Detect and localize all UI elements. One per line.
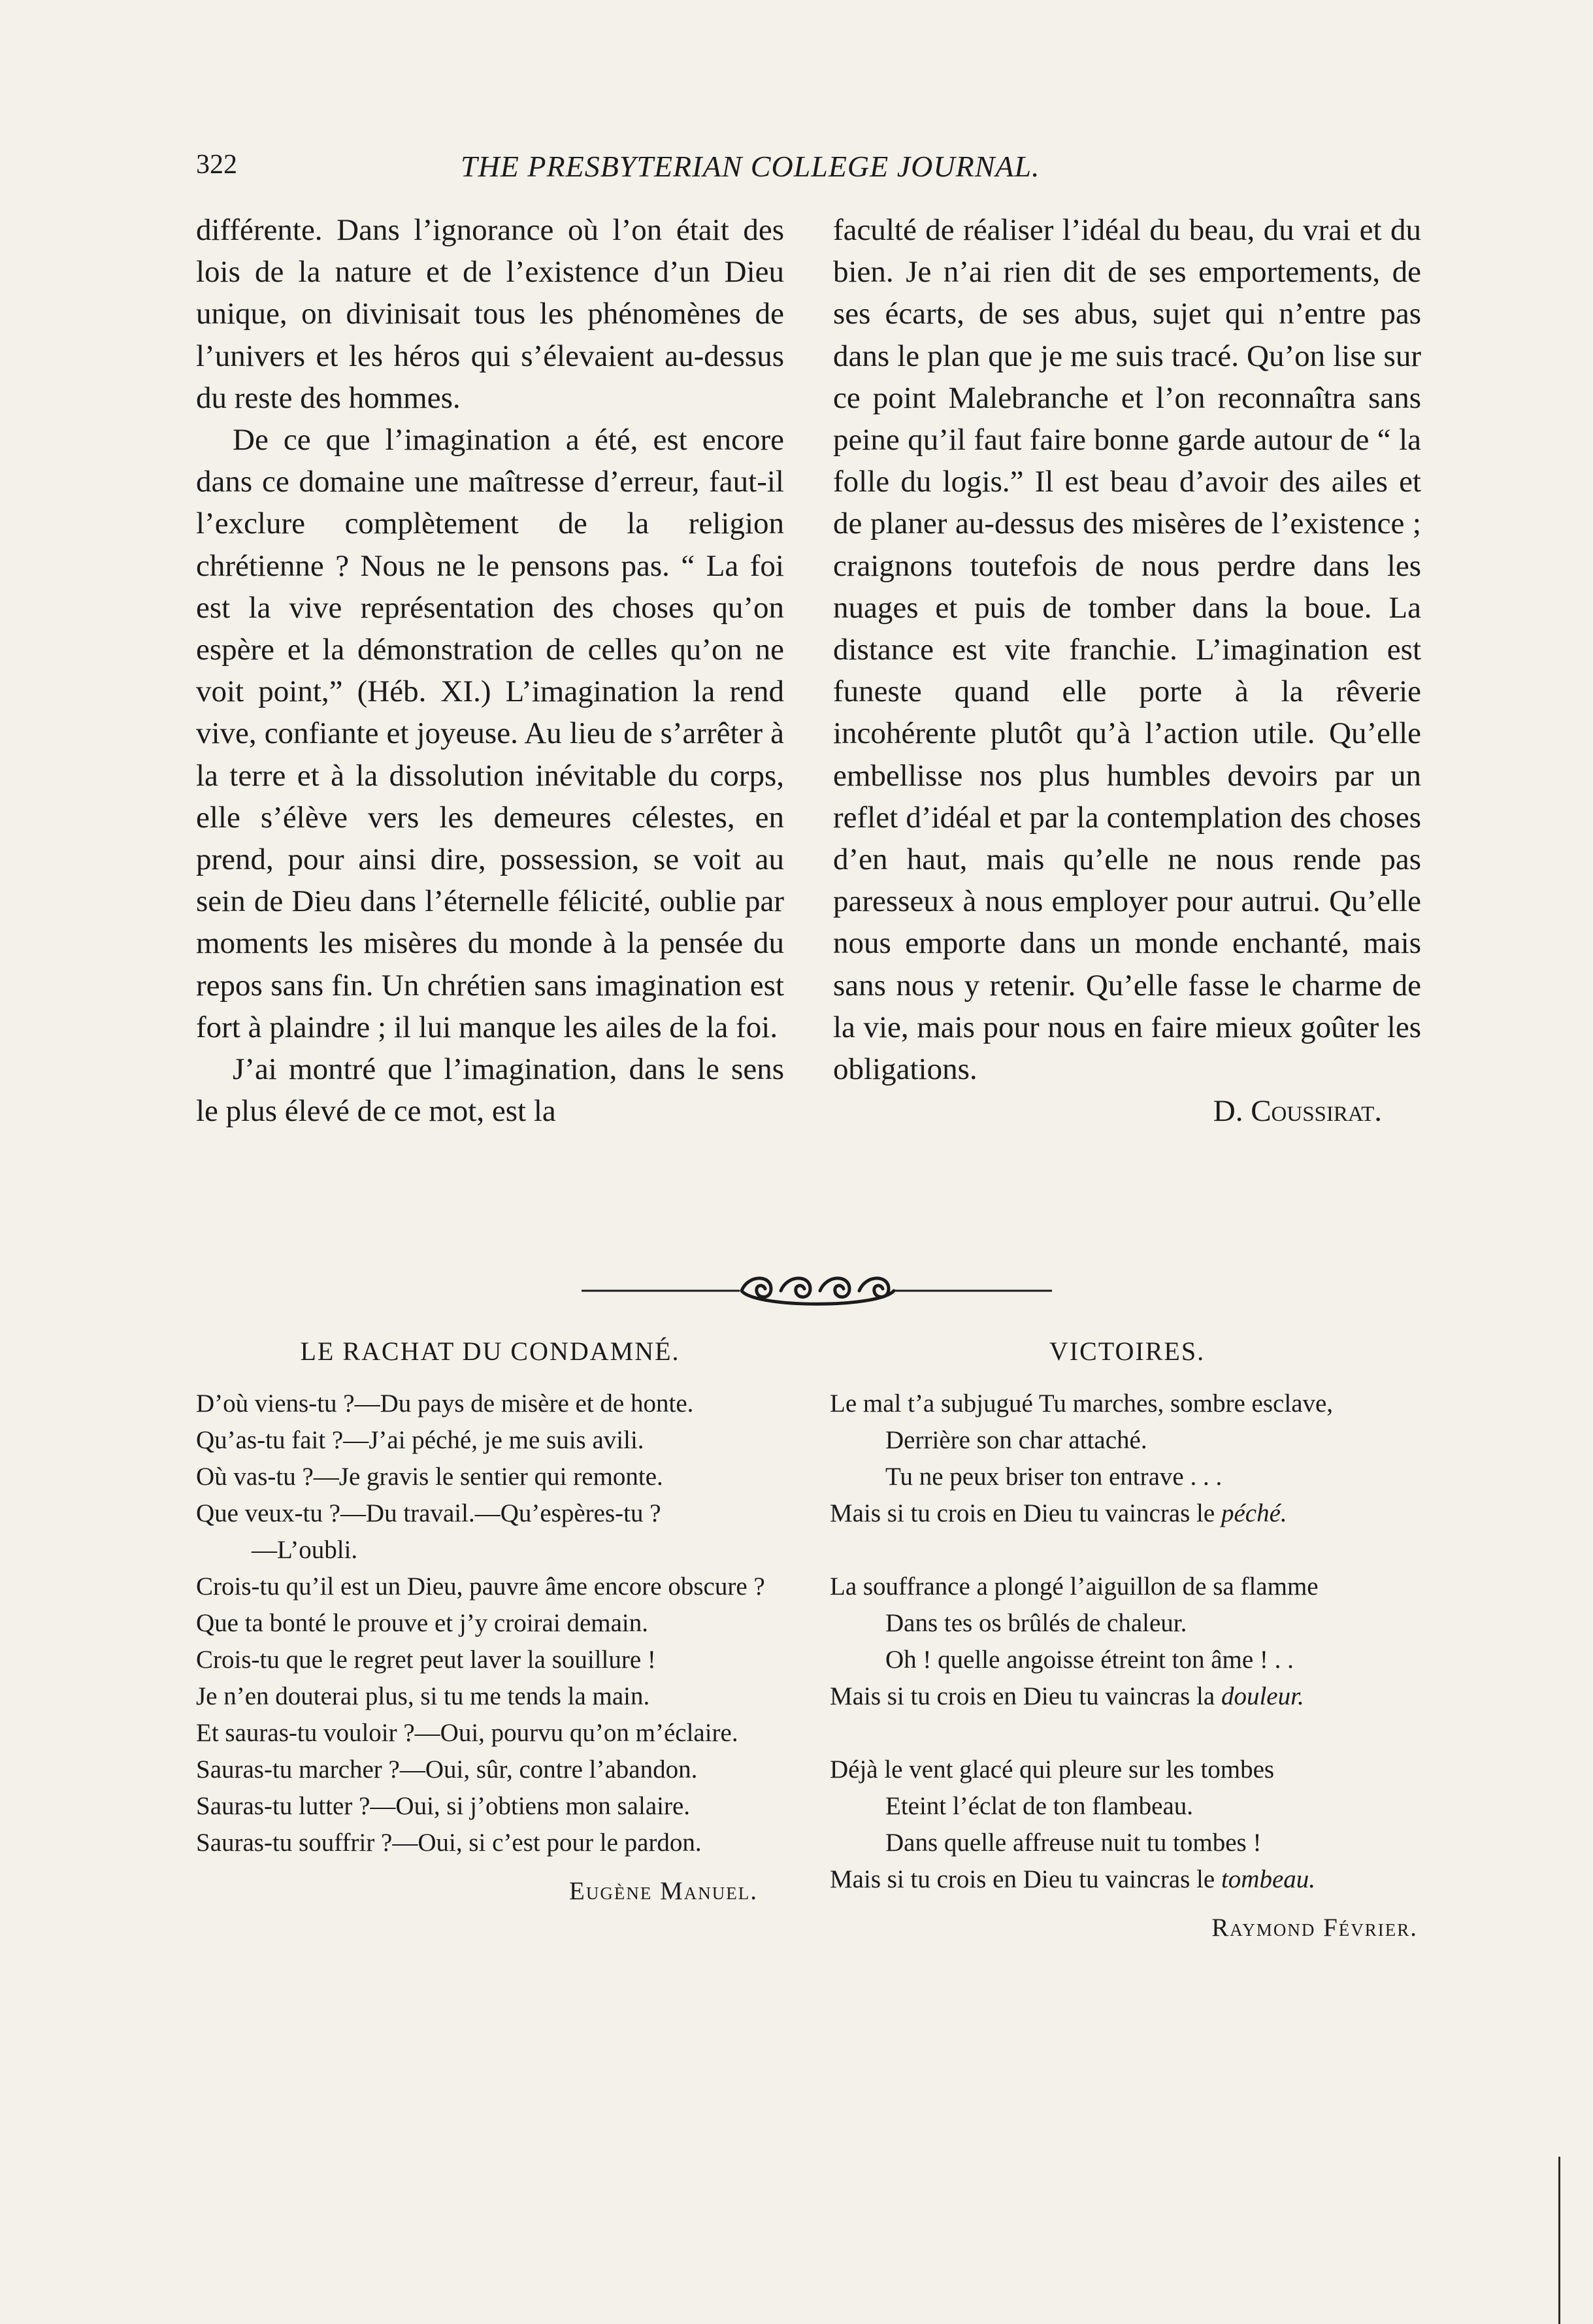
essay-paragraph: J’ai montré que l’imagination, dans le sens le plus élevé de ce mot, est la — [196, 1052, 784, 1129]
essay-paragraph: faculté de réaliser l’idéal du beau, du vrai et du bien. Je n’ai rien dit de ses emportements, de ses écarts, de ses abus, sujet qui n’entre pas dans le plan que je me suis tracé. Qu’on lise sur ce point Malebranche et l’on reconnaîtra sans peine qu’il faut faire bonne garde autour de “ la folle du logis.” Il est beau d’avoir des ailes et de planer au-dessus des misères de l’existence ; craignons toutefois de nous perdre dans les nuages et puis de tomber dans la boue. La distance est vite franchie. L’imagination est funeste quand elle porte à la rêverie incohérente plutôt qu’à l’action utile. Qu’elle embellisse nos plus humbles devoirs par un reflet d’idéal et par la contemplation des choses d’en haut, mais qu’elle ne nous rende pas paresseux à nous employer pour autrui. Qu’elle nous emporte dans un monde enchanté, mais sans nous y retenir. Qu’elle fasse le charme de la vie, mais pour nous en faire mieux goûter les obligations. — [833, 213, 1421, 1087]
poem-line: Derrière son char attaché. — [885, 1426, 1147, 1454]
poem-line: Eteint l’éclat de ton flambeau. — [885, 1792, 1194, 1820]
poem-victoires — [830, 1333, 1424, 1946]
poem-line-text: Mais si tu crois en Dieu tu vaincras le — [830, 1499, 1215, 1527]
poem-line: Crois-tu que le regret peut laver la souillure ! — [196, 1646, 656, 1674]
poem-line: Oh ! quelle angoisse étreint ton âme ! . . — [885, 1646, 1294, 1674]
running-title: THE PRESBYTERIAN COLLEGE JOURNAL. — [461, 150, 1040, 183]
poem-emphasis: tombeau. — [1221, 1865, 1316, 1893]
poem-line: Dans quelle affreuse nuit tu tombes ! — [885, 1829, 1262, 1857]
poem-line: Crois-tu qu’il est un Dieu, pauvre âme encore obscure ? — [196, 1572, 765, 1601]
poem-stanza — [830, 1751, 1424, 1898]
page-edge-rule — [1558, 2157, 1560, 2324]
poem-stanza — [830, 1386, 1424, 1532]
essay-paragraph: De ce que l’imagination a été, est encore dans ce domaine une maîtresse d’erreur, faut-il l’exclure complètement de la religion chrétienne ? Nous ne le pensons pas. “ La foi est la vive représentation des choses qu’on espère et la démonstration de celles qu’on ne voit point,” (Héb. XI.) L’imagination la rend vive, confiante et joyeuse. Au lieu de s’arrêter à la terre et à la dissolution inévitable du corps, elle s’élève vers les demeures célestes, en prend, pour ainsi dire, possession, se voit au sein de Dieu dans l’éternelle félicité, oublie par moments les misères du monde à la pensée du repos sans fin. Un chrétien sans imagination est fort à plaindre ; il lui manque les ailes de la foi. — [196, 423, 784, 1044]
poem-emphasis: péché. — [1221, 1499, 1287, 1527]
poem-stanza — [830, 1569, 1424, 1715]
essay-right-column — [833, 209, 1421, 1132]
poem-line: Qu’as-tu fait ?—J’ai péché, je me suis avili. — [196, 1426, 644, 1454]
poem-line — [830, 1861, 1424, 1898]
poem-title: VICTOIRES. — [1049, 1336, 1206, 1366]
poem-line: Sauras-tu lutter ?—Oui, si j’obtiens mon salaire. — [196, 1792, 691, 1820]
poem-line — [830, 1495, 1424, 1532]
poem-line: La souffrance a plongé l’aiguillon de sa flamme — [830, 1572, 1319, 1601]
poem-line: Que ta bonté le prouve et j’y croirai demain. — [196, 1609, 648, 1637]
essay-left-column — [196, 209, 784, 1132]
poem-line: Le mal t’a subjugué Tu marches, sombre esclave, — [830, 1389, 1334, 1418]
essay-signature: D. Coussirat. — [1213, 1094, 1382, 1129]
poem-title: LE RACHAT DU CONDAMNÉ. — [300, 1336, 680, 1366]
poem-line-text: Mais si tu crois en Dieu tu vaincras le — [830, 1865, 1215, 1893]
poem-line: Déjà le vent glacé qui pleure sur les tombes — [830, 1755, 1275, 1784]
poem-author: Eugène Manuel. — [569, 1877, 758, 1905]
poem-line: Et sauras-tu vouloir ?—Oui, pourvu qu’on m’éclaire. — [196, 1719, 738, 1747]
poem-author: Raymond Février. — [1211, 1914, 1418, 1942]
poem-line: Dans tes os brûlés de chaleur. — [885, 1609, 1187, 1637]
poem-line: Où vas-tu ?—Je gravis le sentier qui remonte. — [196, 1463, 663, 1491]
poem-line: Je n’en douterai plus, si tu me tends la main. — [196, 1682, 650, 1710]
poem-line: Sauras-tu souffrir ?—Oui, si c’est pour le pardon. — [196, 1829, 702, 1857]
poem-line: D’où viens-tu ?—Du pays de misère et de honte. — [196, 1389, 694, 1418]
poem-emphasis: douleur. — [1221, 1682, 1304, 1710]
essay-paragraph: différente. Dans l’ignorance où l’on était des lois de la nature et de l’existence d’un Dieu unique, on divinisait tous les phénomènes de l’univers et les héros qui s’élevaient au-dessus du reste des hommes. — [196, 213, 784, 415]
poem-line: —L’oubli. — [252, 1536, 358, 1564]
poem-line: Sauras-tu marcher ?—Oui, sûr, contre l’abandon. — [196, 1755, 698, 1784]
scroll-ornament-icon — [582, 1268, 1052, 1314]
page-header — [196, 149, 1163, 195]
poem-line: Que veux-tu ?—Du travail.—Qu’espères-tu ? — [196, 1499, 661, 1527]
poem-line-text: Mais si tu crois en Dieu tu vaincras la — [830, 1682, 1215, 1710]
poem-rachat-du-condamne — [196, 1333, 784, 1910]
poem-line: Tu ne peux briser ton entrave . . . — [885, 1463, 1223, 1491]
poem-line — [830, 1678, 1424, 1715]
page-number: 322 — [196, 150, 237, 180]
section-divider-ornament — [582, 1268, 1052, 1314]
